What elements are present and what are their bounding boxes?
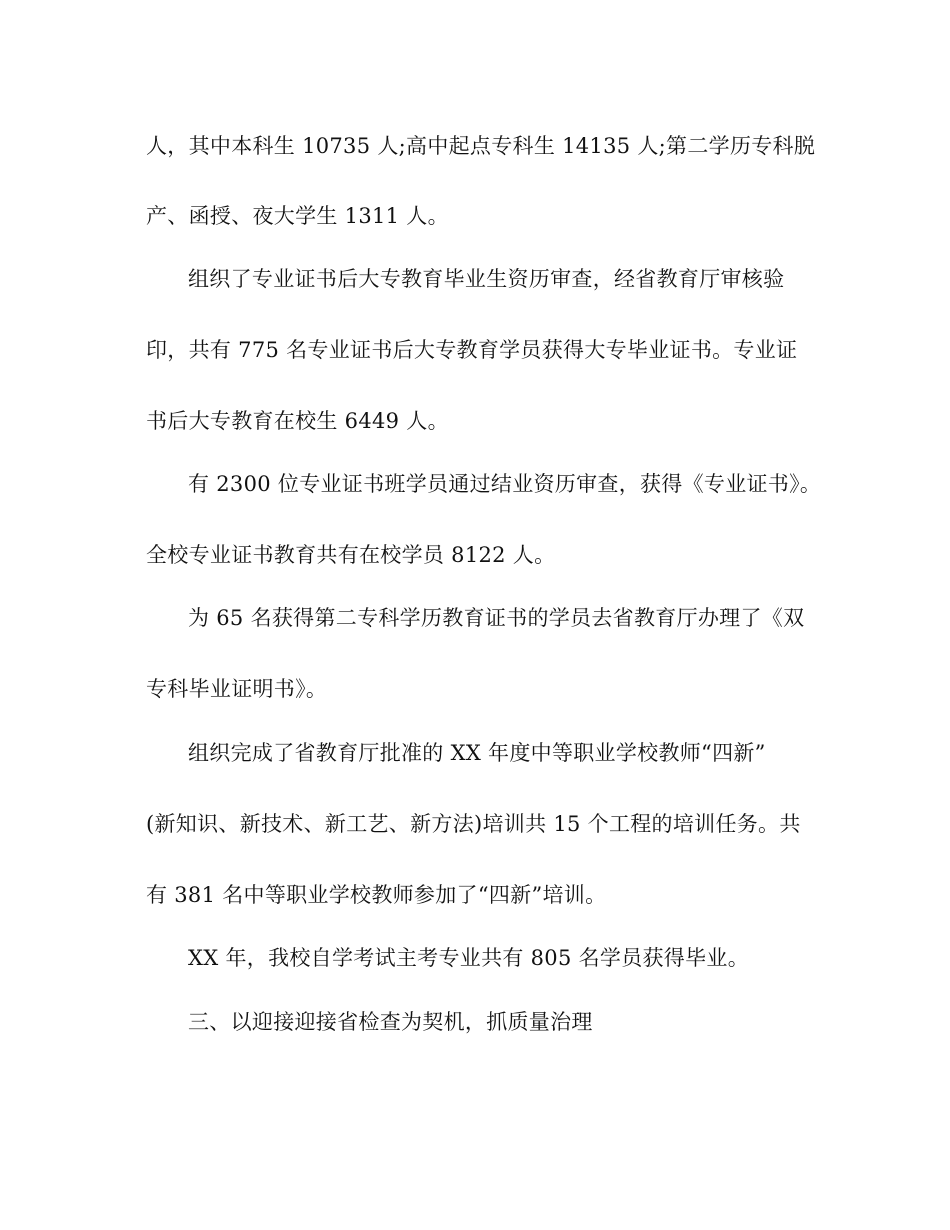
text-line: 印，共有 775 名专业证书后大专教育学员获得大专毕业证书。专业证 [146, 338, 798, 362]
text-line: (新知识、新技术、新工艺、新方法)培训共 15 个工程的培训任务。共 [146, 812, 801, 836]
text-line: 有 381 名中等职业学校教师参加了“四新”培训。 [146, 883, 607, 907]
section-heading: 三、以迎接迎接省检查为契机，抓质量治理 [188, 1010, 593, 1034]
paragraph-start: 有 2300 位专业证书班学员通过结业资历审查，获得《专业证书》。 [188, 472, 822, 496]
text-line: 书后大专教育在校生 6449 人。 [146, 409, 449, 433]
paragraph-start: 组织完成了省教育厅批准的 XX 年度中等职业学校教师“四新” [188, 741, 766, 765]
text-line: 人，其中本科生 10735 人;高中起点专科生 14135 人;第二学历专科脱 [146, 134, 816, 158]
paragraph-start: XX 年，我校自学考试主考专业共有 805 名学员获得毕业。 [188, 946, 750, 970]
text-line: 全校专业证书教育共有在校学员 8122 人。 [146, 543, 556, 567]
text-line: 产、函授、夜大学生 1311 人。 [146, 204, 449, 228]
paragraph-start: 组织了专业证书后大专教育毕业生资历审查，经省教育厅审核验 [188, 267, 785, 291]
text-line: 专科毕业证明书》。 [146, 677, 328, 701]
paragraph-start: 为 65 名获得第二专科学历教育证书的学员去省教育厅办理了《双 [188, 606, 805, 630]
